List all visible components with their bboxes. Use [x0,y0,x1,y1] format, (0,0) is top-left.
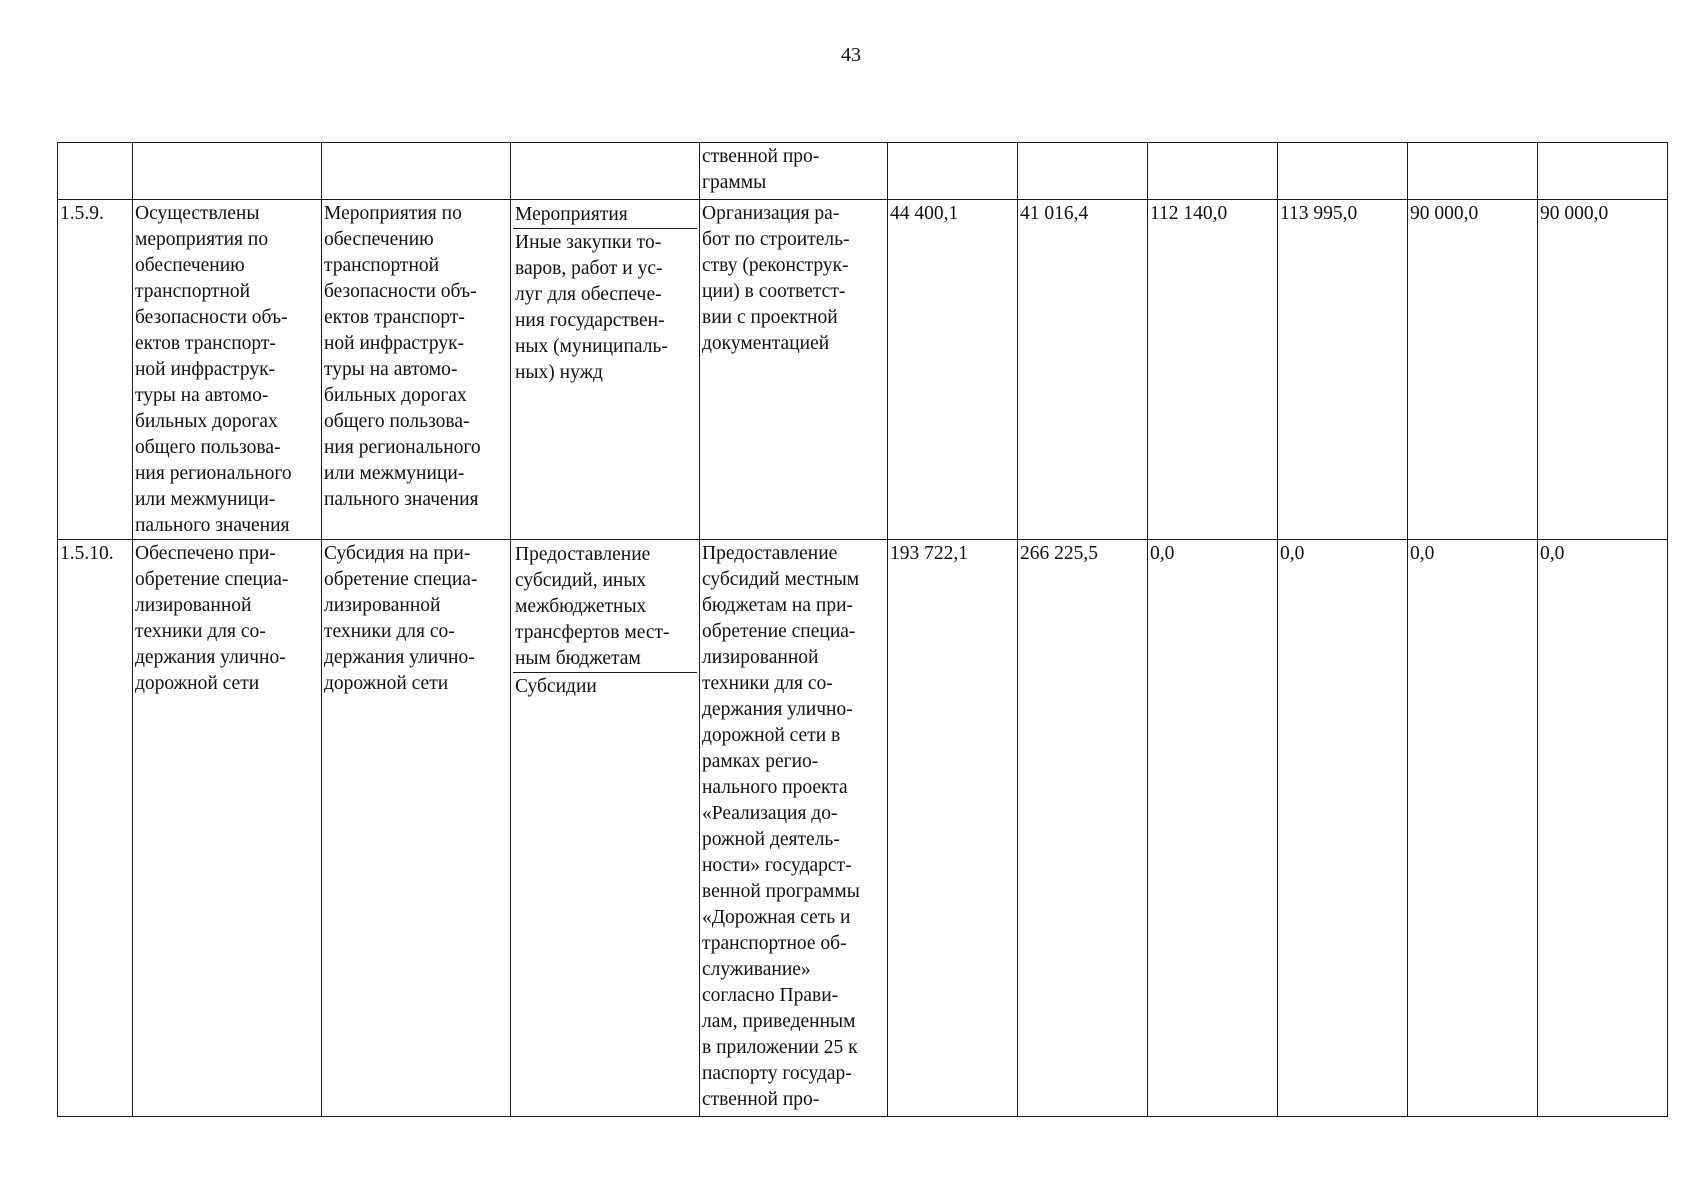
cell-value: 44 400,1 [888,200,1018,540]
cell-direction: Организация ра- бот по строитель- ству (реконструк- ции) в соответст- вии с проектной документацией [700,200,888,540]
cell-event: Субсидия на при- обретение специа- лизированной техники для со- держания улично- дорожной сети [322,540,511,1117]
cell-result [133,143,322,200]
cell-value: 193 722,1 [888,540,1018,1117]
cell-expense-type [511,143,700,200]
table-row [58,540,1668,1117]
cell-expense-type [511,540,700,1117]
cell-result: Осуществлены мероприятия по обеспечению транспортной безопасности объ- ектов транспорт- ной инфраструк- туры на автомо- бильных дорогах общего пользова- ния регионального или межмуници- пального значения [133,200,322,540]
cell-value [1278,143,1408,200]
cell-value [1538,143,1668,200]
cell-value: 0,0 [1408,540,1538,1117]
cell-value: 113 995,0 [1278,200,1408,540]
table-row [58,200,1668,540]
cell-value: 0,0 [1278,540,1408,1117]
cell-result: Обеспечено при- обретение специа- лизированной техники для со- держания улично- дорожной сети [133,540,322,1117]
expense-type-main: Мероприятия [513,201,697,229]
cell-value [1018,143,1148,200]
cell-event: Мероприятия по обеспечению транспортной безопасности объ- ектов транспорт- ной инфраструк- туры на автомо- бильных дорогах общего пользова- ния регионального или межмуници- пального значения [322,200,511,540]
cell-value: 266 225,5 [1018,540,1148,1117]
cell-value: 0,0 [1538,540,1668,1117]
expense-type-main: Предоставление субсидий, иных межбюджетных трансфертов мест- ным бюджетам [513,541,697,673]
cell-direction: ственной про- граммы [700,143,888,200]
expense-type-sub: Субсидии [515,676,597,697]
cell-expense-type [511,200,700,540]
cell-value: 90 000,0 [1538,200,1668,540]
cell-id [58,143,133,200]
cell-value [888,143,1018,200]
cell-value: 0,0 [1148,540,1278,1117]
cell-value [1408,143,1538,200]
cell-value [1148,143,1278,200]
cell-id: 1.5.9. [58,200,133,540]
page-number: 43 [841,44,861,66]
table-row [58,143,1668,200]
cell-id: 1.5.10. [58,540,133,1117]
cell-event [322,143,511,200]
cell-value: 41 016,4 [1018,200,1148,540]
program-table [57,142,1668,1117]
cell-value: 90 000,0 [1408,200,1538,540]
cell-value: 112 140,0 [1148,200,1278,540]
cell-direction: Предоставление субсидий местным бюджетам на при- обретение специа- лизированной техники для со- держания улично- дорожной сети в рамках регио- нального проекта «Реализация до- рожной деятель- ности» государст- венной программы «Дорожная сеть и транспортное об- служивание» согласно Прави- лам, приведенным в приложении 25 к паспорту государ- ственной про- [700,540,888,1117]
expense-type-sub: Иные закупки то- варов, работ и ус- луг для обеспече- ния государствен- ных (муниципаль- ных) нужд [515,232,668,383]
